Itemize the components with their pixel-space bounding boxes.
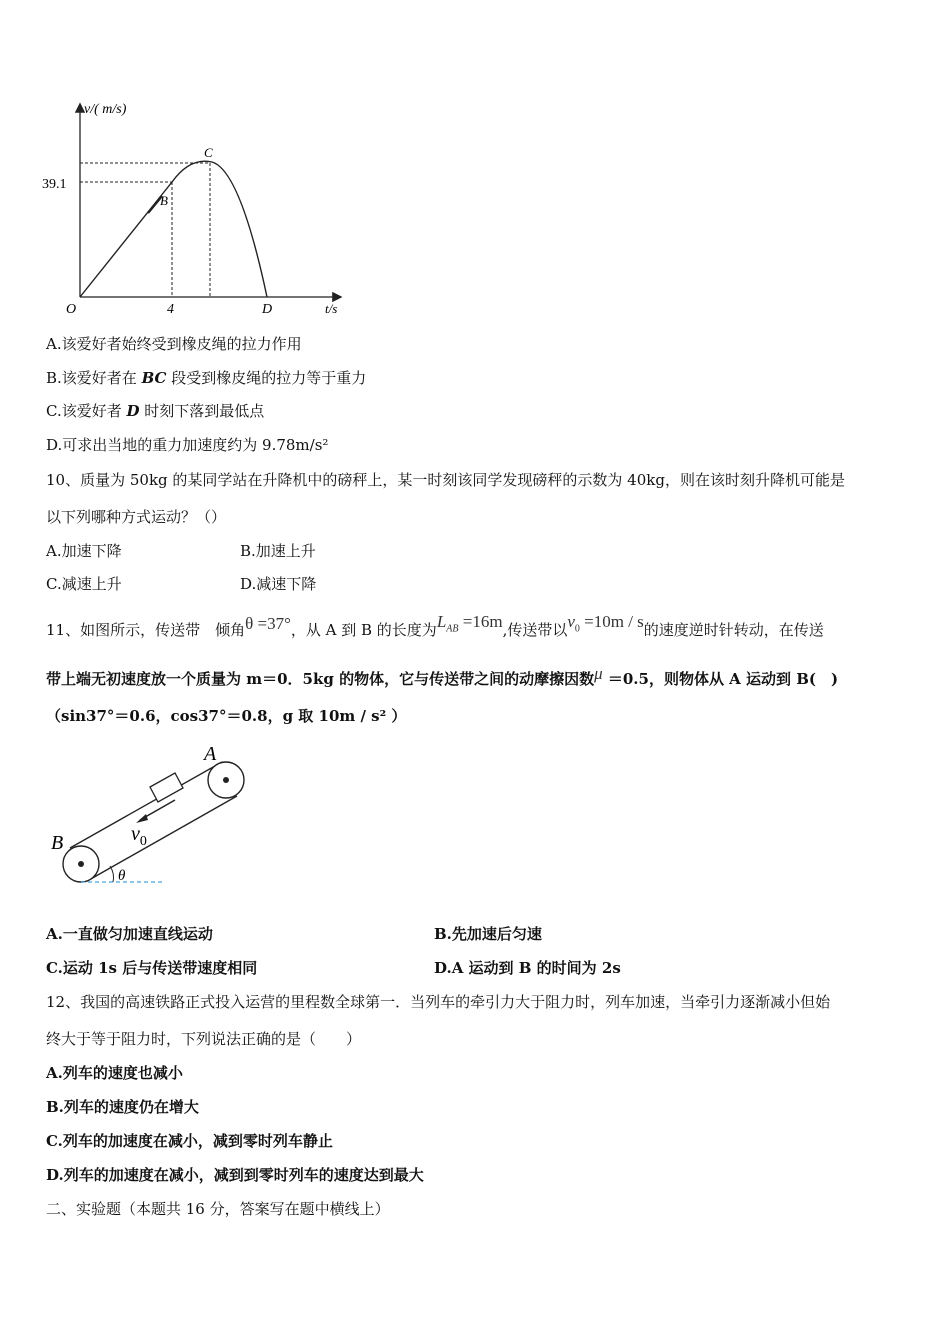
q12-option-a: A.列车的速度也减小 bbox=[46, 1064, 183, 1082]
q9-option-c-post: 时刻下落到最低点 bbox=[139, 402, 265, 420]
q9-option-c bbox=[46, 401, 264, 421]
q12-option-d: D.列车的加速度在减小，减到到零时列车的速度达到最大 bbox=[46, 1166, 424, 1184]
q10-stem-line1: 10、质量为 50kg 的某同学站在升降机中的磅秤上，某一时刻该同学发现磅秤的示数为 40kg，则在该时刻升降机可能是 bbox=[46, 471, 845, 489]
q9-option-c-point: D bbox=[126, 402, 140, 420]
point-b-label: B bbox=[160, 193, 168, 208]
q9-option-b-pre: B.该爱好者在 bbox=[46, 369, 142, 387]
origin-label: O bbox=[66, 302, 77, 317]
v0-subscript: 0 bbox=[574, 623, 580, 635]
q11-text-1d: 的速度逆时针转动，在传送 bbox=[643, 621, 824, 639]
v0-value: =10m / s bbox=[579, 612, 644, 631]
v0-symbol: v bbox=[567, 612, 575, 631]
q9-option-b bbox=[46, 368, 366, 388]
q9-option-c-pre: C.该爱好者 bbox=[46, 402, 127, 420]
x-axis-label: t/s bbox=[325, 301, 338, 316]
q11-option-b: B.先加速后匀速 bbox=[434, 925, 542, 943]
q9-option-d: D.可求出当地的重力加速度约为 9.78m/s² bbox=[46, 436, 329, 454]
q10-option-d: D.减速下降 bbox=[240, 575, 317, 593]
q10-stem-line2: 以下列哪种方式运动？（） bbox=[46, 508, 227, 526]
q12-stem-line2: 终大于等于阻力时，下列说法正确的是（ ） bbox=[46, 1030, 362, 1048]
lab-equation bbox=[436, 612, 503, 635]
lab-subscript: AB bbox=[446, 623, 459, 635]
velocity-arrowhead bbox=[136, 814, 148, 823]
q11-stem-line3: （sin37°＝0.6，cos37°＝0.8，g 取 10m / s² ） bbox=[46, 707, 407, 725]
label-theta: θ bbox=[118, 868, 126, 884]
q11-option-d: D.A 运动到 B 的时间为 2s bbox=[434, 959, 621, 977]
q9-option-a: A.该爱好者始终受到橡皮绳的拉力作用 bbox=[46, 335, 302, 353]
theta-equation: θ =37° bbox=[245, 614, 291, 633]
y-tick-label: 39.1 bbox=[42, 177, 67, 192]
q11-text-1b: ，从 A 到 B 的长度为 bbox=[290, 621, 437, 639]
q10-option-c: C.减速上升 bbox=[46, 575, 122, 593]
q10-option-b: B.加速上升 bbox=[240, 542, 316, 560]
q10-option-a: A.加速下降 bbox=[46, 542, 122, 560]
conveyor-belt-figure bbox=[40, 738, 270, 893]
roller-b-axle bbox=[78, 861, 84, 867]
q9-option-b-post: 段受到橡皮绳的拉力等于重力 bbox=[166, 369, 367, 387]
roller-a-axle bbox=[223, 777, 229, 783]
label-v-sub: 0 bbox=[139, 834, 147, 849]
q12-stem-line1: 12、我国的高速铁路正式投入运营的里程数全球第一．当列车的牵引力大于阻力时，列车加速，当牵引力逐渐减小但始 bbox=[46, 993, 831, 1011]
velocity-time-graph bbox=[40, 95, 350, 325]
q12-option-c: C.列车的加速度在减小，减到零时列车静止 bbox=[46, 1132, 333, 1150]
q11-text-1c: ,传送带以 bbox=[502, 621, 568, 639]
q11-text-2b: ＝0.5，则物体从 A 运动到 B( ) bbox=[602, 670, 839, 688]
q12-option-b: B.列车的速度仍在增大 bbox=[46, 1098, 199, 1116]
q9-option-b-segment: BC bbox=[141, 369, 167, 387]
velocity-curve bbox=[80, 161, 267, 297]
q11-text-2a: 带上端无初速度放一个质量为 m＝0．5kg 的物体，它与传送带之间的动摩擦因数 bbox=[46, 670, 595, 688]
label-v: v bbox=[131, 823, 140, 845]
y-axis-label: v/( m/s) bbox=[84, 102, 127, 117]
label-b: B bbox=[51, 832, 64, 854]
q11-option-c: C.运动 1s 后与传送带速度相同 bbox=[46, 959, 258, 977]
q11-text-1a: 11、如图所示，传送带 倾角 bbox=[46, 621, 246, 639]
mu-symbol: μ bbox=[594, 664, 603, 683]
q11-option-a: A.一直做匀加速直线运动 bbox=[46, 925, 213, 943]
lab-symbol: L bbox=[436, 612, 447, 631]
v0-equation bbox=[567, 612, 644, 635]
point-c-label: C bbox=[204, 145, 213, 160]
q11-stem-line1 bbox=[46, 612, 824, 648]
x-tick-label: 4 bbox=[167, 302, 174, 317]
lab-value: =16m bbox=[458, 612, 503, 631]
section-heading-experiment: 二、实验题（本题共 16 分，答案写在题中横线上） bbox=[46, 1200, 390, 1218]
block-object bbox=[150, 773, 183, 802]
label-v0 bbox=[131, 823, 147, 849]
point-d-label: D bbox=[262, 302, 273, 317]
label-a: A bbox=[204, 743, 217, 765]
q11-stem-line2 bbox=[46, 664, 839, 689]
